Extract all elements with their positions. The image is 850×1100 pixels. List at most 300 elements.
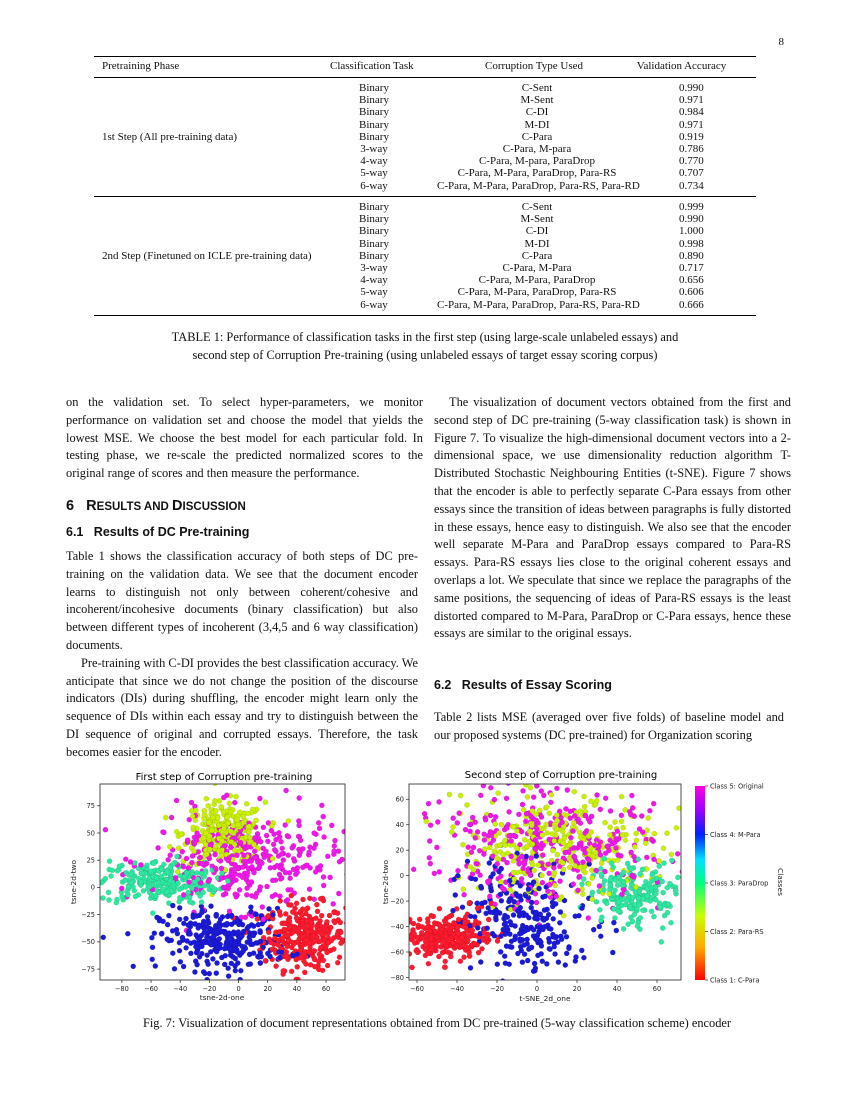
scatter-point (186, 880, 191, 885)
scatter-point (321, 898, 326, 903)
scatter-point (166, 938, 171, 943)
scatter-point (550, 848, 555, 853)
scatter-point (307, 896, 312, 901)
scatter-point (243, 915, 248, 920)
scatter-point (152, 931, 157, 936)
scatter-point (608, 808, 613, 813)
scatter-point (539, 873, 544, 878)
scatter-point (229, 839, 234, 844)
scatter-point (186, 923, 191, 928)
scatter-point (651, 857, 656, 862)
scatter-point (475, 901, 480, 906)
scatter-point (493, 917, 498, 922)
scatter-point (165, 922, 170, 927)
scatter-point (241, 948, 246, 953)
cell-corruption: C-Para, M-para (502, 143, 572, 155)
scatter-point (226, 886, 231, 891)
scatter-point (190, 814, 195, 819)
scatter-point (657, 904, 662, 909)
scatter-point (321, 814, 326, 819)
cell-corruption: C-DI (525, 225, 549, 238)
scatter-point (212, 798, 217, 803)
scatter-point (138, 862, 143, 867)
scatter-point (322, 937, 327, 942)
scatter-point (412, 931, 417, 936)
scatter-point (507, 833, 512, 838)
cell-accuracy: 0.786 (679, 143, 704, 155)
scatter-point (300, 935, 305, 940)
scatter-point (285, 944, 290, 949)
scatter-point (487, 860, 492, 865)
scatter-point (245, 870, 250, 875)
scatter-point (532, 868, 537, 873)
scatter-point (561, 840, 566, 845)
scatter-point (558, 909, 563, 914)
scatter-point (498, 892, 503, 897)
scatter-point (299, 919, 304, 924)
scatter-point (338, 941, 343, 946)
scatter-point (560, 820, 565, 825)
scatter-point (207, 971, 212, 976)
scatter-point (210, 956, 215, 961)
scatter-point (508, 919, 513, 924)
scatter-point (581, 955, 586, 960)
scatter-point (458, 959, 463, 964)
scatter-point (601, 887, 606, 892)
scatter-point (629, 850, 634, 855)
scatter-point (200, 861, 205, 866)
scatter-point (604, 901, 609, 906)
scatter-point (499, 822, 504, 827)
scatter-point (629, 882, 634, 887)
scatter-point (581, 876, 586, 881)
scatter-point (174, 798, 179, 803)
scatter-point (139, 871, 144, 876)
scatter-point (455, 925, 460, 930)
scatter-point (530, 842, 535, 847)
scatter-point (536, 863, 541, 868)
cell-accuracy: 0.666 (679, 298, 704, 311)
scatter-point (201, 919, 206, 924)
scatter-point (154, 915, 159, 920)
scatter-point (547, 882, 552, 887)
scatter-point (665, 910, 670, 915)
scatter-point (214, 971, 219, 976)
scatter-point (264, 833, 269, 838)
table-phase-label: 2nd Step (Finetuned on ICLE pre-training data) (102, 249, 312, 262)
y-tick-label: 0 (90, 883, 95, 892)
scatter-point (312, 831, 317, 836)
scatter-point (571, 882, 576, 887)
scatter-point (607, 891, 612, 896)
scatter-point (176, 846, 181, 851)
scatter-point (471, 867, 476, 872)
scatter-point (485, 879, 490, 884)
scatter-point (195, 940, 200, 945)
scatter-point (482, 846, 487, 851)
scatter-point (277, 929, 282, 934)
scatter-point (349, 862, 354, 867)
scatter-point (496, 791, 501, 796)
scatter-point (336, 891, 341, 896)
scatter-point (125, 931, 130, 936)
scatter-point (634, 838, 639, 843)
scatter-point (498, 879, 503, 884)
scatter-point (204, 796, 209, 801)
scatter-point (281, 968, 286, 973)
scatter-point (229, 871, 234, 876)
scatter-point (449, 829, 454, 834)
scatter-point (474, 861, 479, 866)
scatter-point (458, 793, 463, 798)
x-tick-label: −40 (173, 985, 188, 993)
figure-caption: Fig. 7: Visualization of document representations obtained from DC pre-trained (5-way classification scheme) encoder (142, 1016, 732, 1030)
scatter-point (201, 836, 206, 841)
scatter-point (306, 941, 311, 946)
scatter-point (300, 846, 305, 851)
scatter-point (463, 914, 468, 919)
scatter-point (258, 928, 263, 933)
scatter-point (533, 891, 538, 896)
scatter-point (665, 885, 670, 890)
scatter-point (79, 868, 84, 873)
scatter-point (586, 881, 591, 886)
cell-task: Binary (359, 237, 389, 250)
scatter-point (608, 838, 613, 843)
scatter-point (185, 938, 190, 943)
scatter-point (528, 872, 533, 877)
scatter-point (219, 804, 224, 809)
scatter-point (103, 827, 108, 832)
scatter-point (639, 813, 644, 818)
scatter-point (629, 866, 634, 871)
scatter-point (434, 845, 439, 850)
scatter-point (549, 792, 554, 797)
scatter-point (213, 844, 218, 849)
scatter-point (83, 892, 88, 897)
scatter-point (625, 898, 630, 903)
scatter-point (507, 962, 512, 967)
scatter-point (331, 901, 336, 906)
scatter-point (650, 872, 655, 877)
scatter-point (203, 842, 208, 847)
scatter-point (488, 885, 493, 890)
scatter-point (428, 861, 433, 866)
scatter-point (184, 945, 189, 950)
scatter-point (494, 856, 499, 861)
scatter-point (608, 825, 613, 830)
scatter-point (547, 837, 552, 842)
scatter-point (295, 930, 300, 935)
scatter-point (516, 812, 521, 817)
x-tick-label: −40 (450, 985, 464, 993)
scatter-point (190, 853, 195, 858)
scatter-point (552, 883, 557, 888)
scatter-point (467, 822, 472, 827)
scatter-point (257, 796, 262, 801)
scatter-point (177, 917, 182, 922)
scatter-point (205, 953, 210, 958)
scatter-point (519, 876, 524, 881)
scatter-point (497, 830, 502, 835)
x-tick-label: 40 (612, 985, 622, 993)
scatter-point (426, 961, 431, 966)
scatter-point (602, 878, 607, 883)
scatter-point (568, 809, 573, 814)
scatter-point (558, 879, 563, 884)
scatter-point (207, 928, 212, 933)
scatter-point (661, 846, 666, 851)
scatter-point (539, 814, 544, 819)
scatter-point (621, 870, 626, 875)
scatter-point (295, 917, 300, 922)
scatter-point (530, 862, 535, 867)
scatter-point (540, 853, 545, 858)
scatter-point (204, 852, 209, 857)
scatter-point (241, 814, 246, 819)
y-tick-label: −25 (81, 910, 95, 919)
scatter-point (594, 792, 599, 797)
scatter-point (283, 911, 288, 916)
scatter-point (219, 853, 224, 858)
scatter-point (319, 913, 324, 918)
scatter-point (160, 829, 165, 834)
scatter-point (210, 815, 215, 820)
scatter-point (211, 934, 216, 939)
scatter-point (206, 820, 211, 825)
scatter-point (236, 929, 241, 934)
scatter-point (219, 866, 224, 871)
scatter-point (370, 875, 375, 880)
scatter-point (107, 859, 112, 864)
scatter-point (193, 808, 198, 813)
scatter-point (203, 870, 208, 875)
cell-accuracy: 0.971 (679, 94, 704, 107)
scatter-point (251, 933, 256, 938)
scatter-point (95, 879, 100, 884)
scatter-point (534, 910, 539, 915)
scatter-point (268, 865, 273, 870)
scatter-point (147, 884, 152, 889)
scatter-point (195, 962, 200, 967)
scatter-point (286, 853, 291, 858)
scatter-point (450, 824, 455, 829)
scatter-point (168, 853, 173, 858)
scatter-point (448, 954, 453, 959)
scatter-point (159, 867, 164, 872)
y-tick-label: −20 (390, 897, 404, 906)
scatter-point (594, 868, 599, 873)
scatter-point (317, 952, 322, 957)
scatter-point (288, 887, 293, 892)
scatter-point (180, 935, 185, 940)
scatter-point (159, 874, 164, 879)
scatter-point (457, 811, 462, 816)
scatter-point (226, 820, 231, 825)
scatter-point (295, 870, 300, 875)
cell-corruption: C-Para, M-Para, ParaDrop, Para-RS (457, 286, 617, 299)
scatter-point (424, 932, 429, 937)
scatter-point (450, 908, 455, 913)
scatter-point (520, 802, 525, 807)
scatter-point (504, 944, 509, 949)
scatter-point (586, 915, 591, 920)
x-tick-label: 20 (263, 985, 272, 993)
figure-tsne (0, 760, 850, 1010)
scatter-point (575, 888, 580, 893)
scatter-point (312, 948, 317, 953)
scatter-point (181, 964, 186, 969)
scatter-point (623, 838, 628, 843)
table-phase-label: 1st Step (All pre-training data) (102, 130, 238, 143)
x-tick-label: −80 (114, 985, 129, 993)
scatter-point (475, 906, 480, 911)
scatter-point (615, 829, 620, 834)
scatter-point (321, 958, 326, 963)
scatter-point (203, 830, 208, 835)
scatter-point (493, 821, 498, 826)
y-tick-label: −40 (390, 922, 404, 931)
scatter-point (504, 860, 509, 865)
scatter-point (178, 959, 183, 964)
scatter-point (511, 870, 516, 875)
scatter-point (202, 930, 207, 935)
scatter-point (286, 818, 291, 823)
scatter-point (587, 819, 592, 824)
cell-corruption: C-DI (525, 106, 549, 119)
x-tick-label: 40 (292, 985, 302, 993)
scatter-point (280, 846, 285, 851)
scatter-point (653, 891, 658, 896)
cell-task: Binary (359, 130, 389, 143)
scatter-point (131, 964, 136, 969)
scatter-point (660, 925, 665, 930)
scatter-point (294, 901, 299, 906)
scatter-point (476, 950, 481, 955)
scatter-point (165, 869, 170, 874)
scatter-point (251, 924, 256, 929)
scatter-point (283, 921, 288, 926)
scatter-point (619, 813, 624, 818)
scatter-point (545, 830, 550, 835)
scatter-point (504, 796, 509, 801)
scatter-point (406, 919, 411, 924)
y-tick-label: 40 (395, 821, 404, 830)
scatter-point (200, 890, 205, 895)
scatter-point (273, 837, 278, 842)
scatter-point (552, 870, 557, 875)
scatter-point (297, 853, 302, 858)
scatter-point (305, 923, 310, 928)
scatter-point (560, 829, 565, 834)
scatter-point (453, 892, 458, 897)
scatter-point (646, 815, 651, 820)
scatter-point (141, 888, 146, 893)
scatter-point (224, 815, 229, 820)
scatter-point (619, 794, 624, 799)
scatter-point (169, 815, 174, 820)
scatter-point (174, 854, 179, 859)
scatter-point (568, 835, 573, 840)
cell-task: 4-way (360, 274, 388, 287)
scatter-point (618, 853, 623, 858)
scatter-point (482, 837, 487, 842)
scatter-point (487, 845, 492, 850)
scatter-point (493, 814, 498, 819)
scatter-point (187, 899, 192, 904)
scatter-point (597, 907, 602, 912)
right-column (434, 394, 791, 643)
scatter-point (192, 921, 197, 926)
scatter-point (277, 894, 282, 899)
scatter-point (156, 845, 161, 850)
scatter-point (198, 880, 203, 885)
scatter-point (229, 932, 234, 937)
scatter-point (633, 890, 638, 895)
scatter-point (123, 877, 128, 882)
cell-task: Binary (359, 106, 389, 119)
subsection-heading-dc-pretraining: 6.1 Results of DC Pre-training (66, 525, 250, 539)
scatter-point (339, 857, 344, 862)
scatter-point (569, 859, 574, 864)
y-tick-label: 20 (395, 846, 404, 855)
scatter-point (244, 886, 249, 891)
scatter-point (311, 933, 316, 938)
scatter-point (483, 817, 488, 822)
scatter-point (478, 959, 483, 964)
scatter-point (547, 811, 552, 816)
scatter-point (603, 796, 608, 801)
table-header-rule (94, 77, 756, 78)
scatter-point (529, 900, 534, 905)
scatter-point (447, 914, 452, 919)
table-top-rule (94, 56, 756, 57)
scatter-point (519, 854, 524, 859)
scatter-point (661, 890, 666, 895)
scatter-point (478, 873, 483, 878)
scatter-point (447, 792, 452, 797)
scatter-point (253, 940, 258, 945)
scatter-point (529, 823, 534, 828)
scatter-point (640, 830, 645, 835)
cell-accuracy: 0.984 (679, 106, 704, 119)
scatter-point (613, 845, 618, 850)
scatter-point (502, 838, 507, 843)
scatter-point (513, 934, 518, 939)
scatter-point (437, 799, 442, 804)
scatter-point (329, 938, 334, 943)
scatter-point (202, 808, 207, 813)
scatter-point (182, 874, 187, 879)
scatter-point (564, 951, 569, 956)
scatter-point (213, 808, 218, 813)
scatter-point (582, 804, 587, 809)
scatter-point (460, 842, 465, 847)
header-pretraining-phase: Pretraining Phase (102, 60, 180, 72)
scatter-point (573, 914, 578, 919)
scatter-point (649, 909, 654, 914)
cell-accuracy: 0.606 (679, 286, 704, 299)
scatter-point (452, 995, 457, 1000)
scatter-point (506, 781, 511, 786)
page-number: 8 (778, 36, 784, 48)
scatter-point (256, 922, 261, 927)
x-tick-label: −60 (410, 985, 424, 993)
scatter-point (589, 814, 594, 819)
scatter-point (578, 809, 583, 814)
scatter-point (221, 795, 226, 800)
scatter-point (524, 913, 529, 918)
